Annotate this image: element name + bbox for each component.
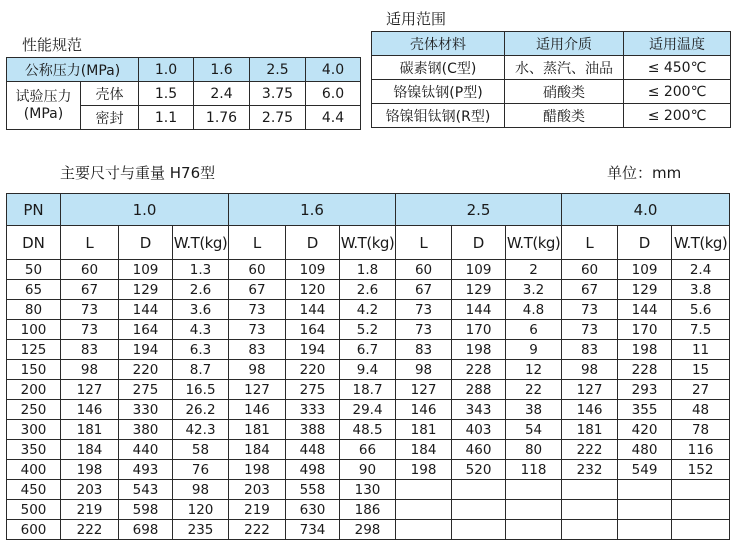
- dn-cell: 100: [7, 320, 61, 340]
- table-cell: [452, 520, 506, 540]
- length-header: L: [562, 226, 618, 260]
- table-cell: [452, 500, 506, 520]
- material-cell: 铬镍钛钢(P型): [372, 80, 505, 104]
- dn-cell: 150: [7, 360, 61, 380]
- table-cell: 127: [396, 380, 452, 400]
- table-cell: 48: [672, 400, 730, 420]
- table-cell: 60: [61, 260, 119, 280]
- table-cell: 73: [61, 300, 119, 320]
- table-cell: 184: [61, 440, 119, 460]
- table-cell: 228: [618, 360, 672, 380]
- table-cell: 480: [618, 440, 672, 460]
- temperature-cell: ≤ 200℃: [624, 80, 731, 104]
- table-cell: 144: [286, 300, 340, 320]
- table-cell: 27: [672, 380, 730, 400]
- pn-group-header: 2.5: [396, 194, 562, 226]
- table-cell: 7.5: [672, 320, 730, 340]
- table-cell: 170: [618, 320, 672, 340]
- table-cell: 184: [396, 440, 452, 460]
- table-cell: 78: [672, 420, 730, 440]
- table-row: [7, 320, 730, 340]
- table-cell: 498: [286, 460, 340, 480]
- table-cell: 60: [562, 260, 618, 280]
- table-row: [7, 380, 730, 400]
- table-cell: 73: [562, 300, 618, 320]
- diameter-header: D: [119, 226, 173, 260]
- table-cell: 26.2: [173, 400, 229, 420]
- unit-label: 单位：mm: [607, 164, 682, 182]
- table-cell: [672, 500, 730, 520]
- table-cell: 403: [452, 420, 506, 440]
- body-value: 6.0: [306, 82, 361, 106]
- table-row: [7, 280, 730, 300]
- test-pressure-label: 试验压力 (MPa): [7, 82, 81, 130]
- table-cell: 83: [396, 340, 452, 360]
- table-cell: 5.6: [672, 300, 730, 320]
- table-cell: 42.3: [173, 420, 229, 440]
- table-cell: 144: [618, 300, 672, 320]
- table-cell: 198: [229, 460, 286, 480]
- nominal-pressure-label: 公称压力(MPa): [7, 58, 139, 82]
- table-cell: 275: [286, 380, 340, 400]
- material-cell: 碳素钢(C型): [372, 56, 505, 80]
- table-cell: 109: [119, 260, 173, 280]
- table-cell: 4.8: [506, 300, 562, 320]
- table-cell: 698: [119, 520, 173, 540]
- table-row: [7, 480, 730, 500]
- table-cell: 228: [452, 360, 506, 380]
- table-cell: 235: [173, 520, 229, 540]
- table-row: [7, 420, 730, 440]
- dn-cell: 250: [7, 400, 61, 420]
- table-cell: [562, 480, 618, 500]
- pn-value: 4.0: [306, 58, 361, 82]
- table-cell: 83: [61, 340, 119, 360]
- table-cell: 164: [286, 320, 340, 340]
- table-cell: 220: [286, 360, 340, 380]
- table-row: [7, 260, 730, 280]
- length-header: L: [229, 226, 286, 260]
- medium-cell: 水、蒸汽、油品: [505, 56, 624, 80]
- seal-value: 1.76: [194, 106, 250, 130]
- table-cell: 275: [119, 380, 173, 400]
- seal-value: 1.1: [139, 106, 194, 130]
- temperature-header: 适用温度: [624, 32, 731, 56]
- table-row: [7, 340, 730, 360]
- table-cell: 2.6: [340, 280, 396, 300]
- table-cell: 80: [506, 440, 562, 460]
- table-cell: 11: [672, 340, 730, 360]
- table-cell: 116: [672, 440, 730, 460]
- weight-header: W.T(kg): [672, 226, 730, 260]
- table-cell: 16.5: [173, 380, 229, 400]
- length-header: L: [61, 226, 119, 260]
- table-cell: 3.6: [173, 300, 229, 320]
- table-cell: 76: [173, 460, 229, 480]
- table-row: [7, 300, 730, 320]
- dn-cell: 200: [7, 380, 61, 400]
- table-cell: [506, 500, 562, 520]
- table-cell: 203: [229, 480, 286, 500]
- application-title: 适用范围: [386, 10, 447, 28]
- pn-group-header: 1.0: [61, 194, 229, 226]
- dn-cell: 350: [7, 440, 61, 460]
- table-cell: 127: [229, 380, 286, 400]
- length-header: L: [396, 226, 452, 260]
- table-cell: [672, 480, 730, 500]
- table-cell: 181: [229, 420, 286, 440]
- seal-label: 密封: [81, 106, 139, 130]
- material-cell: 铬镍钼钛钢(R型): [372, 104, 505, 128]
- table-cell: 630: [286, 500, 340, 520]
- table-cell: 1.3: [173, 260, 229, 280]
- table-cell: 219: [61, 500, 119, 520]
- table-cell: 146: [562, 400, 618, 420]
- table-cell: [506, 520, 562, 540]
- table-cell: 127: [61, 380, 119, 400]
- table-cell: 146: [61, 400, 119, 420]
- table-cell: 293: [618, 380, 672, 400]
- table-cell: 355: [618, 400, 672, 420]
- table-cell: 8.7: [173, 360, 229, 380]
- diameter-header: D: [452, 226, 506, 260]
- table-cell: 83: [229, 340, 286, 360]
- table-cell: [618, 500, 672, 520]
- table-cell: 129: [119, 280, 173, 300]
- table-cell: 9: [506, 340, 562, 360]
- table-cell: 120: [286, 280, 340, 300]
- weight-header: W.T(kg): [506, 226, 562, 260]
- table-cell: 54: [506, 420, 562, 440]
- table-cell: 460: [452, 440, 506, 460]
- table-cell: 152: [672, 460, 730, 480]
- table-cell: [396, 480, 452, 500]
- table-cell: 73: [396, 320, 452, 340]
- table-cell: 129: [618, 280, 672, 300]
- table-cell: 73: [562, 320, 618, 340]
- table-cell: 120: [173, 500, 229, 520]
- table-cell: 203: [61, 480, 119, 500]
- table-cell: 333: [286, 400, 340, 420]
- table-cell: 6.7: [340, 340, 396, 360]
- pn-header: PN: [7, 194, 61, 226]
- table-cell: 144: [452, 300, 506, 320]
- table-cell: 198: [396, 460, 452, 480]
- table-cell: 98: [61, 360, 119, 380]
- dimensions-table: [6, 193, 730, 540]
- table-cell: 12: [506, 360, 562, 380]
- medium-cell: 醋酸类: [505, 104, 624, 128]
- table-cell: 520: [452, 460, 506, 480]
- table-cell: 186: [340, 500, 396, 520]
- table-row: [7, 460, 730, 480]
- table-cell: 184: [229, 440, 286, 460]
- table-cell: 440: [119, 440, 173, 460]
- table-cell: 98: [396, 360, 452, 380]
- table-cell: 1.8: [340, 260, 396, 280]
- table-cell: 98: [562, 360, 618, 380]
- table-cell: 2.4: [672, 260, 730, 280]
- table-cell: 380: [119, 420, 173, 440]
- table-cell: 3.8: [672, 280, 730, 300]
- table-cell: 73: [229, 300, 286, 320]
- pn-group-header: 4.0: [562, 194, 730, 226]
- table-cell: 222: [61, 520, 119, 540]
- table-cell: [396, 520, 452, 540]
- dn-cell: 65: [7, 280, 61, 300]
- diameter-header: D: [286, 226, 340, 260]
- table-cell: [506, 480, 562, 500]
- pn-value: 1.0: [139, 58, 194, 82]
- table-cell: 2: [506, 260, 562, 280]
- table-cell: [562, 520, 618, 540]
- weight-header: W.T(kg): [340, 226, 396, 260]
- dn-cell: 50: [7, 260, 61, 280]
- table-cell: 109: [286, 260, 340, 280]
- dn-cell: 80: [7, 300, 61, 320]
- table-cell: 194: [119, 340, 173, 360]
- table-cell: 558: [286, 480, 340, 500]
- table-cell: 598: [119, 500, 173, 520]
- table-cell: 181: [61, 420, 119, 440]
- table-cell: 219: [229, 500, 286, 520]
- table-cell: 67: [562, 280, 618, 300]
- table-row: [7, 360, 730, 380]
- table-cell: 420: [618, 420, 672, 440]
- table-cell: 6: [506, 320, 562, 340]
- table-cell: 38: [506, 400, 562, 420]
- dn-cell: 600: [7, 520, 61, 540]
- table-cell: 109: [618, 260, 672, 280]
- table-cell: 181: [396, 420, 452, 440]
- temperature-cell: ≤ 450℃: [624, 56, 731, 80]
- table-cell: 146: [396, 400, 452, 420]
- table-cell: 15: [672, 360, 730, 380]
- table-cell: [452, 480, 506, 500]
- table-cell: 543: [119, 480, 173, 500]
- table-cell: 5.2: [340, 320, 396, 340]
- table-cell: 3.2: [506, 280, 562, 300]
- table-cell: 4.3: [173, 320, 229, 340]
- weight-header: W.T(kg): [173, 226, 229, 260]
- table-row: [7, 500, 730, 520]
- pn-group-header: 1.6: [229, 194, 396, 226]
- table-cell: 493: [119, 460, 173, 480]
- table-cell: 98: [173, 480, 229, 500]
- table-cell: 73: [61, 320, 119, 340]
- table-cell: 48.5: [340, 420, 396, 440]
- table-cell: [672, 520, 730, 540]
- table-cell: 288: [452, 380, 506, 400]
- table-cell: 4.2: [340, 300, 396, 320]
- table-cell: 220: [119, 360, 173, 380]
- table-cell: 18.7: [340, 380, 396, 400]
- dn-cell: 400: [7, 460, 61, 480]
- table-cell: [618, 480, 672, 500]
- body-value: 2.4: [194, 82, 250, 106]
- body-value: 3.75: [250, 82, 306, 106]
- table-cell: 448: [286, 440, 340, 460]
- table-cell: 67: [229, 280, 286, 300]
- table-cell: 67: [396, 280, 452, 300]
- table-cell: 60: [396, 260, 452, 280]
- table-cell: 222: [562, 440, 618, 460]
- table-cell: 58: [173, 440, 229, 460]
- table-cell: 29.4: [340, 400, 396, 420]
- table-cell: 343: [452, 400, 506, 420]
- table-cell: 198: [452, 340, 506, 360]
- table-cell: 118: [506, 460, 562, 480]
- table-cell: 232: [562, 460, 618, 480]
- performance-title: 性能规范: [22, 36, 83, 54]
- pn-value: 1.6: [194, 58, 250, 82]
- dn-cell: 450: [7, 480, 61, 500]
- table-cell: 98: [229, 360, 286, 380]
- table-cell: 194: [286, 340, 340, 360]
- diameter-header: D: [618, 226, 672, 260]
- table-row: [7, 440, 730, 460]
- body-value: 1.5: [139, 82, 194, 106]
- table-cell: 222: [229, 520, 286, 540]
- table-cell: 198: [618, 340, 672, 360]
- table-cell: [562, 500, 618, 520]
- table-cell: 127: [562, 380, 618, 400]
- table-cell: 83: [562, 340, 618, 360]
- table-cell: 734: [286, 520, 340, 540]
- table-cell: 181: [562, 420, 618, 440]
- table-cell: 388: [286, 420, 340, 440]
- table-cell: 2.6: [173, 280, 229, 300]
- medium-header: 适用介质: [505, 32, 624, 56]
- application-table: [371, 31, 731, 128]
- table-cell: [618, 520, 672, 540]
- table-cell: 146: [229, 400, 286, 420]
- table-cell: 67: [61, 280, 119, 300]
- table-cell: 60: [229, 260, 286, 280]
- table-cell: 6.3: [173, 340, 229, 360]
- table-cell: 73: [396, 300, 452, 320]
- dn-header: DN: [7, 226, 61, 260]
- table-cell: 330: [119, 400, 173, 420]
- material-header: 壳体材料: [372, 32, 505, 56]
- table-cell: 73: [229, 320, 286, 340]
- table-cell: 129: [452, 280, 506, 300]
- table-cell: [396, 500, 452, 520]
- dimensions-title: 主要尺寸与重量 H76型: [60, 164, 216, 182]
- table-cell: 9.4: [340, 360, 396, 380]
- performance-table: [6, 57, 361, 130]
- table-cell: 298: [340, 520, 396, 540]
- medium-cell: 硝酸类: [505, 80, 624, 104]
- table-cell: 170: [452, 320, 506, 340]
- pn-value: 2.5: [250, 58, 306, 82]
- dn-cell: 500: [7, 500, 61, 520]
- seal-value: 4.4: [306, 106, 361, 130]
- table-cell: 144: [119, 300, 173, 320]
- table-cell: 90: [340, 460, 396, 480]
- table-cell: 130: [340, 480, 396, 500]
- table-cell: 109: [452, 260, 506, 280]
- temperature-cell: ≤ 200℃: [624, 104, 731, 128]
- table-cell: 198: [61, 460, 119, 480]
- table-row: [7, 520, 730, 540]
- table-row: [7, 400, 730, 420]
- table-cell: 164: [119, 320, 173, 340]
- table-cell: 22: [506, 380, 562, 400]
- dn-cell: 300: [7, 420, 61, 440]
- body-label: 壳体: [81, 82, 139, 106]
- table-cell: 66: [340, 440, 396, 460]
- dn-cell: 125: [7, 340, 61, 360]
- dimensions-body: [7, 260, 730, 540]
- seal-value: 2.75: [250, 106, 306, 130]
- table-cell: 549: [618, 460, 672, 480]
